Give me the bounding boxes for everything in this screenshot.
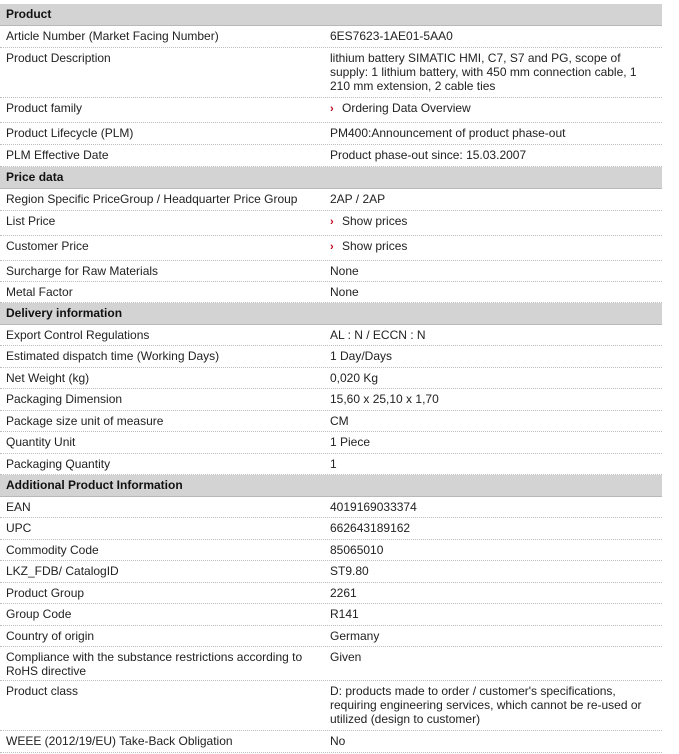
link-label[interactable]: Ordering Data Overview xyxy=(342,101,471,115)
row-label: Surcharge for Raw Materials xyxy=(6,264,159,278)
table-row xyxy=(0,368,662,389)
row-value: 1 Piece xyxy=(330,435,371,449)
table-row xyxy=(0,583,662,604)
row-value: ST9.80 xyxy=(330,564,369,578)
row-label: Product family xyxy=(6,101,83,115)
row-value: Germany xyxy=(330,629,380,643)
section-header-additional-product-information: Additional Product Information xyxy=(0,475,662,497)
row-value: PM400:Announcement of product phase-out xyxy=(330,126,566,140)
row-label: Export Control Regulations xyxy=(6,328,150,342)
row-label: Compliance with the substance restrictions according to RoHS directive xyxy=(6,650,303,678)
table-row xyxy=(0,561,662,583)
table-row xyxy=(0,189,662,211)
table-row xyxy=(0,454,662,475)
row-label: WEEE (2012/19/EU) Take-Back Obligation xyxy=(6,734,233,748)
row-value: 15,60 x 25,10 x 1,70 xyxy=(330,392,439,406)
table-row xyxy=(0,626,662,647)
row-value: 662643189162 xyxy=(330,521,411,535)
row-label: Quantity Unit xyxy=(6,435,76,449)
section-header-delivery-information: Delivery information xyxy=(0,303,662,325)
section-header-price-data: Price data xyxy=(0,167,662,189)
link-ordering-data-overview[interactable] xyxy=(330,101,471,115)
table-row xyxy=(0,282,662,303)
table-row xyxy=(0,211,662,236)
row-value: lithium battery SIMATIC HMI, C7, S7 and PG, scope of supply: 1 lithium battery, with 450 mm connection cable, 1 210 mm extension, 2 cable ties xyxy=(330,51,637,93)
row-value: None xyxy=(330,264,359,278)
chevron-right-icon: › xyxy=(330,241,334,253)
row-value: 1 Day/Days xyxy=(330,349,393,363)
link-show-prices[interactable] xyxy=(330,239,407,253)
row-value: AL : N / ECCN : N xyxy=(330,328,426,342)
table-row xyxy=(0,540,662,561)
row-label: Region Specific PriceGroup / Headquarter Price Group xyxy=(6,192,298,206)
link-show-prices[interactable] xyxy=(330,214,407,228)
row-value: No xyxy=(330,734,346,748)
row-label: Net Weight (kg) xyxy=(6,371,90,385)
row-value xyxy=(330,98,662,122)
table-row xyxy=(0,325,662,346)
table-row xyxy=(0,647,662,681)
row-label: Article Number (Market Facing Number) xyxy=(6,29,219,43)
row-label: List Price xyxy=(6,214,56,228)
row-value: Given xyxy=(330,650,362,664)
row-label: Product Description xyxy=(6,51,111,65)
table-row xyxy=(0,26,662,48)
table-row xyxy=(0,261,662,282)
link-label[interactable]: Show prices xyxy=(342,214,408,228)
row-label: Product Lifecycle (PLM) xyxy=(6,126,134,140)
row-value xyxy=(330,236,662,260)
row-label: Country of origin xyxy=(6,629,95,643)
table-row xyxy=(0,48,662,98)
table-row xyxy=(0,432,662,454)
table-row xyxy=(0,731,662,753)
row-label: LKZ_FDB/ CatalogID xyxy=(6,564,119,578)
row-label: UPC xyxy=(6,521,32,535)
chevron-right-icon: › xyxy=(330,103,334,115)
row-value: None xyxy=(330,285,359,299)
table-row xyxy=(0,145,662,167)
row-value: 6ES7623-1AE01-5AA0 xyxy=(330,29,453,43)
row-value: CM xyxy=(330,414,349,428)
row-label: Estimated dispatch time (Working Days) xyxy=(6,349,220,363)
row-value: 0,020 Kg xyxy=(330,371,379,385)
row-value: 4019169033374 xyxy=(330,500,417,514)
table-row xyxy=(0,681,662,731)
table-row xyxy=(0,604,662,626)
row-value: Product phase-out since: 15.03.2007 xyxy=(330,148,527,162)
table-row xyxy=(0,98,662,123)
row-label: Product Group xyxy=(6,586,85,600)
link-label[interactable]: Show prices xyxy=(342,239,408,253)
row-value: 1 xyxy=(330,457,337,471)
table-row xyxy=(0,389,662,411)
row-value: D: products made to order / customer's specifications, requiring engineering services, which cannot be re-used or utilized (design to customer) xyxy=(330,684,642,726)
row-label: Commodity Code xyxy=(6,543,99,557)
table-row xyxy=(0,346,662,368)
row-label: EAN xyxy=(6,500,31,514)
row-label: Group Code xyxy=(6,607,72,621)
row-label: PLM Effective Date xyxy=(6,148,109,162)
table-row xyxy=(0,518,662,540)
row-value: 85065010 xyxy=(330,543,384,557)
table-row xyxy=(0,497,662,518)
table-row xyxy=(0,123,662,145)
row-value: R141 xyxy=(330,607,359,621)
row-value xyxy=(330,211,662,235)
section-header-product: Product xyxy=(0,4,662,26)
row-label: Metal Factor xyxy=(6,285,73,299)
table-row xyxy=(0,236,662,261)
row-value: 2261 xyxy=(330,586,357,600)
row-label: Packaging Quantity xyxy=(6,457,111,471)
row-value: 2AP / 2AP xyxy=(330,192,386,206)
row-label: Product class xyxy=(6,684,79,698)
table-row xyxy=(0,411,662,432)
row-label: Customer Price xyxy=(6,239,89,253)
chevron-right-icon: › xyxy=(330,216,334,228)
row-label: Package size unit of measure xyxy=(6,414,164,428)
row-label: Packaging Dimension xyxy=(6,392,123,406)
